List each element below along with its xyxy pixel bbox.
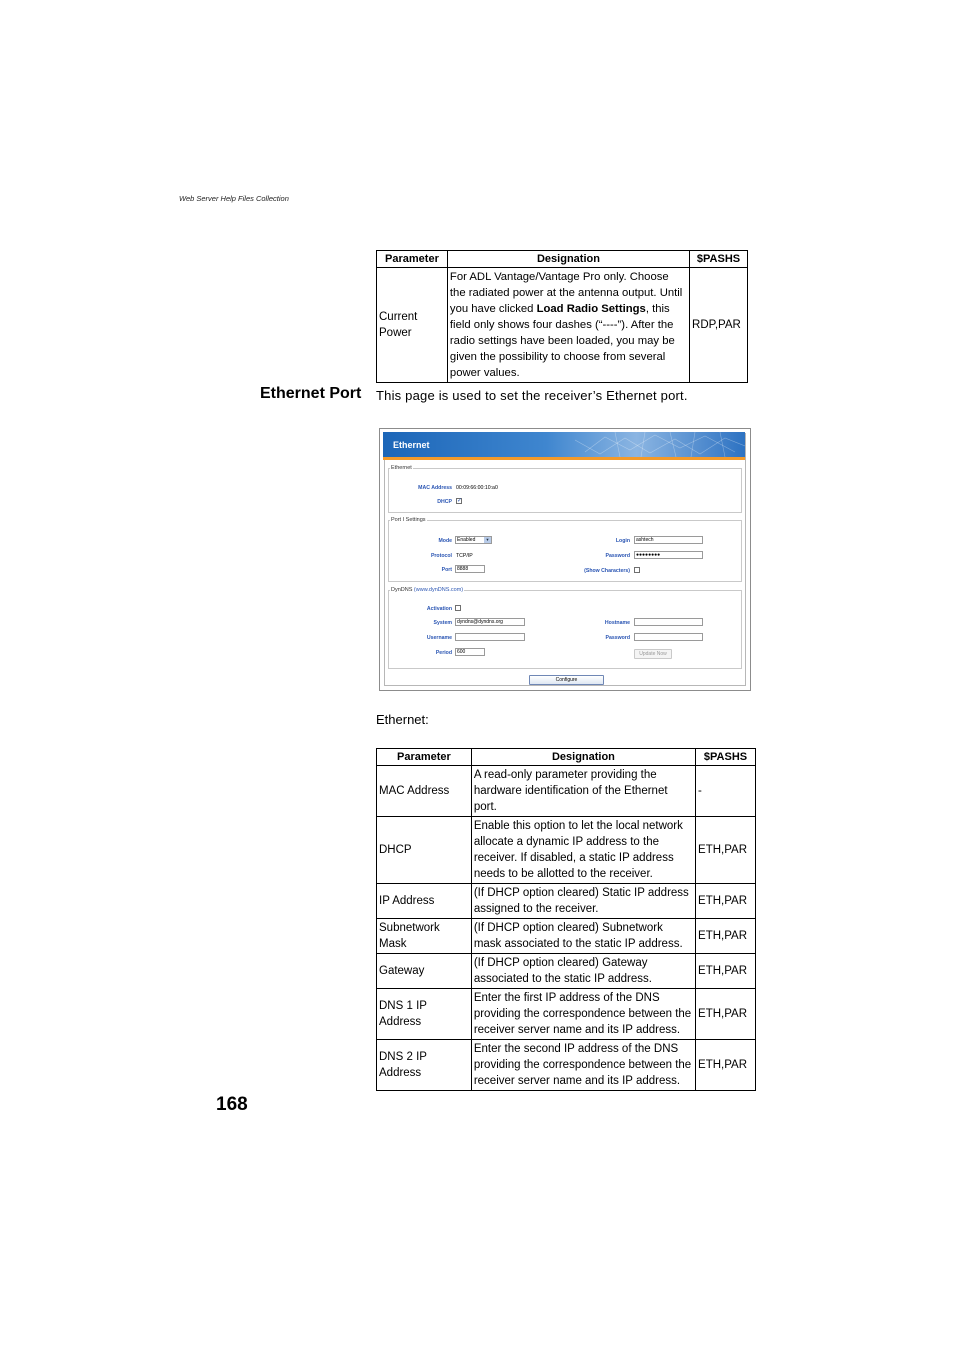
username-input[interactable] — [455, 633, 525, 641]
period-input[interactable]: 600 — [455, 648, 485, 656]
table-row — [377, 989, 756, 1040]
group-legend: Ethernet — [391, 465, 412, 471]
dhcp-checkbox[interactable]: ✓ — [457, 498, 463, 504]
table-row — [377, 919, 756, 954]
mode-select[interactable] — [455, 536, 492, 544]
parameter-cell: DNS 2 IP Address — [377, 1040, 472, 1091]
system-input[interactable]: dyndns@dyndns.org — [455, 618, 525, 626]
show-characters-checkbox[interactable] — [634, 567, 640, 573]
running-header: Web Server Help Files Collection — [179, 194, 289, 203]
login-input[interactable]: ashtech — [634, 536, 703, 544]
column-header-pashs: $PASHS — [690, 251, 748, 268]
period-label: Period — [435, 650, 452, 656]
protocol-value: TCP/IP — [456, 553, 473, 559]
dyndns-link[interactable]: (www.dynDNS.com) — [413, 587, 464, 593]
pashs-cell: RDP,PAR — [690, 268, 748, 383]
system-label: System — [433, 620, 452, 626]
table-row — [377, 1040, 756, 1091]
mac-address-label: MAC Address — [418, 485, 452, 491]
hostname-label: Hostname — [604, 620, 630, 626]
port-label: Port — [441, 567, 452, 573]
configure-button[interactable]: Configure — [529, 675, 604, 685]
username-label: Username — [426, 635, 452, 641]
designation-cell: (If DHCP option cleared) Subnetwork mask associated to the static IP address. — [471, 919, 695, 954]
designation-cell: A read-only parameter providing the hardware identification of the Ethernet port. — [471, 766, 695, 817]
table-header-row — [377, 749, 756, 766]
section-heading: Ethernet Port — [260, 385, 362, 402]
protocol-label: Protocol — [430, 553, 452, 559]
designation-bold-text: Load Radio Settings — [536, 303, 646, 315]
login-label: Login — [615, 538, 630, 544]
table-header-row — [377, 251, 748, 268]
column-header-pashs: $PASHS — [696, 749, 756, 766]
password-input[interactable]: ●●●●●●●● — [634, 551, 703, 559]
dhcp-label: DHCP — [437, 499, 452, 505]
column-header-parameter: Parameter — [377, 749, 472, 766]
designation-cell: Enter the second IP address of the DNS providing the correspondence between the receiver server name and its IP address. — [471, 1040, 695, 1091]
pashs-cell: ETH,PAR — [696, 1040, 756, 1091]
parameter-cell: Current Power — [377, 268, 448, 383]
pashs-cell: ETH,PAR — [696, 884, 756, 919]
parameter-cell: MAC Address — [377, 766, 472, 817]
table-row — [377, 766, 756, 817]
designation-cell — [447, 268, 689, 383]
pashs-cell: - — [696, 766, 756, 817]
designation-text: For ADL Vantage/Vantage Pro only. Choose the radiated power at the antenna output. Until you have clicked — [449, 271, 683, 315]
section-intro: This page is used to set the receiver’s Ethernet port. — [376, 388, 688, 403]
current-power-table — [376, 250, 748, 383]
activation-label: Activation — [426, 606, 452, 612]
port-input[interactable]: 8888 — [455, 565, 485, 573]
pashs-cell: ETH,PAR — [696, 817, 756, 884]
dyndns-password-input[interactable] — [634, 633, 703, 641]
mac-address-value: 00:09:66:00:10:a0 — [456, 485, 498, 491]
figure-caption: Ethernet: — [376, 712, 429, 727]
chevron-down-icon: ▼ — [485, 537, 490, 542]
hostname-input[interactable] — [634, 618, 703, 626]
group-legend — [390, 587, 464, 593]
mode-selected-value: Enabled — [457, 537, 476, 543]
dyndns-password-label: Password — [605, 635, 630, 641]
table-row — [377, 817, 756, 884]
password-label: Password — [605, 553, 630, 559]
map-pattern-icon — [575, 432, 745, 457]
group-legend: Port I Settings — [391, 517, 426, 523]
table-row — [377, 884, 756, 919]
pashs-cell: ETH,PAR — [696, 919, 756, 954]
ethernet-parameters-table — [376, 748, 756, 1091]
designation-cell: Enable this option to let the local network allocate a dynamic IP address to the receiver. If disabled, a static IP address needs to be allotted to the receiver. — [471, 817, 695, 884]
banner-title: Ethernet — [393, 440, 430, 450]
column-header-parameter: Parameter — [377, 251, 448, 268]
designation-cell: Enter the first IP address of the DNS providing the correspondence between the receiver server name and its IP address. — [471, 989, 695, 1040]
page-number: 168 — [216, 1094, 248, 1115]
dyndns-group — [388, 587, 742, 669]
table-row — [377, 954, 756, 989]
dyndns-legend-text: DynDNS — [391, 587, 414, 593]
parameter-cell: DNS 1 IP Address — [377, 989, 472, 1040]
pashs-cell: ETH,PAR — [696, 989, 756, 1040]
show-characters-label: (Show Characters) — [584, 568, 630, 574]
pashs-cell: ETH,PAR — [696, 954, 756, 989]
activation-checkbox[interactable] — [455, 605, 461, 611]
column-header-designation: Designation — [447, 251, 689, 268]
parameter-cell: Gateway — [377, 954, 472, 989]
designation-cell: (If DHCP option cleared) Gateway associated to the static IP address. — [471, 954, 695, 989]
ethernet-page-screenshot — [379, 428, 751, 691]
designation-text: , this field only shows four dashes (“----”). After the radio settings have been loaded, you may be given the possibility to choose from several power values. — [449, 303, 675, 379]
designation-cell: (If DHCP option cleared) Static IP address assigned to the receiver. — [471, 884, 695, 919]
ethernet-banner — [383, 432, 745, 460]
mode-label: Mode — [438, 538, 452, 544]
parameter-cell: Subnetwork Mask — [377, 919, 472, 954]
update-now-button[interactable]: Update Now — [634, 649, 672, 659]
parameter-cell: DHCP — [377, 817, 472, 884]
column-header-designation: Designation — [471, 749, 695, 766]
table-row — [377, 268, 748, 383]
parameter-cell: IP Address — [377, 884, 472, 919]
